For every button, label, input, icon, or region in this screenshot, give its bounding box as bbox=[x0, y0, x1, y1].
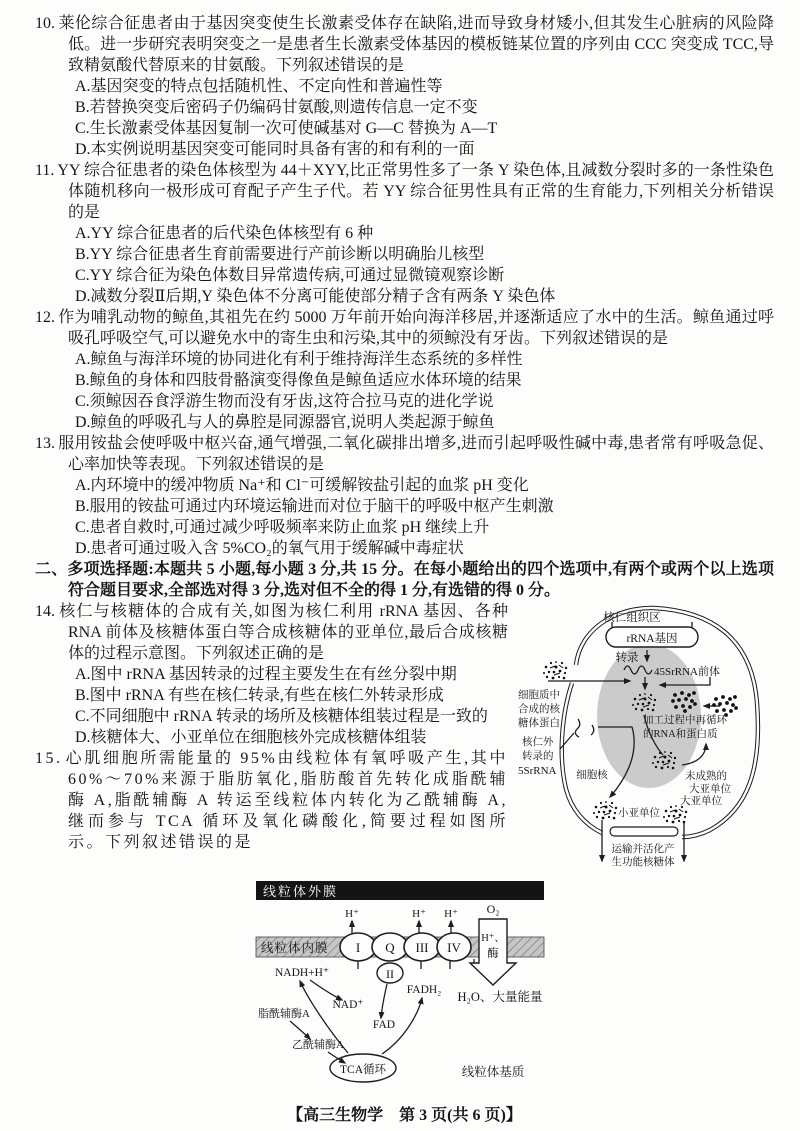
small-subunit-label: 小亚单位 bbox=[618, 808, 660, 819]
mitochondria-diagram-svg bbox=[250, 879, 550, 1089]
h-plus-label-2: H⁺ bbox=[412, 908, 426, 920]
q10-option-c: C.生长激素受体基因复制一次可使碱基对 G—C 替换为 A—T bbox=[75, 120, 498, 137]
q10-option-b: B.若替换突变后密码子仍编码甘氨酸,则遗传信息一定不变 bbox=[75, 99, 478, 116]
small-subunit-speckle bbox=[593, 801, 617, 819]
q12-option-c: C.须鲸因吞食浮游生物而没有牙齿,这符合拉马克的进化学说 bbox=[75, 393, 494, 410]
matrix-label: 线粒体基质 bbox=[461, 1065, 525, 1079]
question-13-stem bbox=[35, 433, 774, 475]
outer-membrane-label: 线粒体外膜 bbox=[263, 884, 339, 899]
outside-rna-label-2: 转录的 bbox=[522, 751, 554, 762]
o2-label: O₂ bbox=[486, 902, 500, 916]
question-12-number: 12. bbox=[35, 309, 55, 326]
tca-cycle-label: TCA循环 bbox=[340, 1064, 386, 1076]
recycle-label-2: 的RNA和蛋白质 bbox=[643, 729, 718, 740]
h-plus-label-1: H⁺ bbox=[345, 908, 359, 920]
q12-option-d: D.鲸鱼的呼吸孔与人的鼻腔是同源器官,说明人类起源于鲸鱼 bbox=[75, 414, 495, 431]
precursor-label: 45SrRNA前体 bbox=[654, 666, 721, 678]
q12-option-a: A.鲸鱼与海洋环境的协同进化有利于维持海洋生态系统的多样性 bbox=[75, 351, 523, 368]
question-11-number: 11. bbox=[35, 162, 55, 179]
question-12-stem-text: 作为哺乳动物的鲸鱼,其祖先在约 5000 万年前开始向海洋移居,并逐渐适应了水中的生活。鲸鱼通过呼吸孔呼吸空气,可以避免水中的寄生虫和污染,其中的须鲸没有牙齿。下列叙述错误的是 bbox=[58, 309, 774, 347]
question-13 bbox=[35, 433, 774, 559]
fadh2-label: FADH₂ bbox=[406, 984, 442, 996]
nuclear-pore-slit bbox=[610, 827, 678, 836]
question-12-stem bbox=[35, 307, 774, 349]
question-11 bbox=[35, 160, 774, 307]
q14-option-c: C.不同细胞中 rRNA 转录的场所及核糖体组装过程是一致的 bbox=[75, 708, 488, 725]
5s-rna-squiggle bbox=[575, 719, 593, 737]
nucleolar-organizer-label: 核仁组织区 bbox=[603, 612, 661, 624]
question-11-stem-text: YY 综合征患者的染色体核型为 44＋XYY,比正常男性多了一条 Y 染色体,且减数分裂时多的一条性染色体随机移向一极形成可育配子产生子代。若 YY 综合征男性具有正常的生育能力,下列相关分析错误的是 bbox=[57, 162, 774, 221]
question-14-number: 14. bbox=[35, 603, 55, 620]
q14-option-d: D.核糖体大、小亚单位在细胞核外完成核糖体组装 bbox=[75, 729, 427, 746]
h-plus-label-3: H⁺ bbox=[444, 908, 458, 920]
q13-option-b: B.服用的铵盐可通过内环境运输进而对位于脑干的呼吸中枢产生刺激 bbox=[75, 498, 554, 515]
water-energy-label: H₂O、大量能量 bbox=[457, 990, 543, 1004]
fad-label: FAD bbox=[372, 1019, 396, 1031]
cyto-protein-label-3: 糖体蛋白 bbox=[518, 718, 560, 729]
pump-arrow-label-2: 酶 bbox=[487, 948, 499, 960]
question-13-number: 13. bbox=[35, 435, 55, 452]
outside-rna-label-3: 5SrRNA bbox=[518, 765, 557, 777]
q11-option-a: A.YY 综合征患者的后代染色体核型有 6 种 bbox=[75, 225, 374, 242]
q10-option-d: D.本实例说明基因突变可能同时具备有害的和有利的一面 bbox=[75, 141, 475, 158]
question-10 bbox=[35, 13, 774, 160]
cyto-protein-label-1: 细胞质中 bbox=[518, 690, 560, 701]
acetyl-coa-label: 乙酰辅酶A bbox=[292, 1039, 344, 1051]
acyl-coa-label: 脂酰辅酶A bbox=[258, 1008, 310, 1020]
complex2-to-fad-arrow bbox=[381, 984, 387, 1018]
question-14-stem-text: 核仁与核糖体的合成有关,如图为核仁利用 rRNA 基因、各种 RNA 前体及核糖体蛋白等合成核糖体的亚单位,最后合成核糖体的过程示意图。下列叙述正确的是 bbox=[58, 603, 508, 662]
cyto-protein-label-2: 合成的核 bbox=[518, 704, 560, 715]
figure-mitochondria-diagram bbox=[250, 879, 550, 1095]
q11-option-d: D.减数分裂Ⅱ后期,Y 染色体不分离可能使部分精子含有两条 Y 染色体 bbox=[75, 288, 556, 305]
complex-4-label: IV bbox=[447, 940, 461, 955]
nad-label: NAD⁺ bbox=[332, 999, 364, 1011]
nadh-label: NADH+H⁺ bbox=[274, 967, 330, 979]
q13-option-d: D.患者可通过吸入含 5%CO₂的氧气用于缓解碱中毒症状 bbox=[75, 540, 464, 557]
q13-option-c: C.患者自救时,可通过减少呼吸频率来防止血浆 pH 继续上升 bbox=[75, 519, 490, 536]
q14-option-a: A.图中 rRNA 基因转录的过程主要发生在有丝分裂中期 bbox=[75, 666, 457, 683]
nucleus-label: 细胞核 bbox=[576, 770, 608, 781]
question-15-number: 15. bbox=[35, 750, 63, 767]
recycle-label-1: 加工过程中再循环 bbox=[643, 715, 727, 726]
complex-3-label: III bbox=[415, 940, 429, 955]
figure-ribosome-synthesis-diagram bbox=[514, 603, 774, 879]
large-subunit-speckle bbox=[663, 805, 687, 823]
q11-option-c: C.YY 综合征为染色体数目异常遗传病,可通过显微镜观察诊断 bbox=[75, 267, 505, 284]
q12-option-b: B.鲸鱼的身体和四肢骨骼演变得像鱼是鲸鱼适应水体环境的结果 bbox=[75, 372, 522, 389]
rrna-gene-label: rRNA基因 bbox=[626, 633, 678, 645]
transcription-label: 转录 bbox=[615, 652, 639, 664]
outside-rna-label-1: 核仁外 bbox=[522, 737, 554, 748]
pump-arrow-label-1: H⁺、 bbox=[481, 933, 505, 944]
inner-membrane-label: 线粒体内膜 bbox=[261, 941, 329, 955]
q10-option-a: A.基因突变的特点包括随机性、不定向性和普遍性等 bbox=[75, 78, 443, 95]
complex-2-label: II bbox=[386, 967, 394, 981]
question-15-stem-text: 心肌细胞所需能量的 95%由线粒体有氧呼吸产生,其中 60%～70%来源于脂肪氧化,脂肪酸首先转化成脂酰辅酶 A,脂酰辅酶 A 转运至线粒体内转化为乙酰辅酶 A,继而参与 TCA 循环及氧化磷酸化,简要过程如图所示。下列叙述错误的是 bbox=[65, 750, 508, 851]
electron-transport-complexes bbox=[340, 933, 474, 983]
page-footer: 【高三生物学 第 3 页(共 6 页)】 bbox=[287, 1107, 522, 1124]
q13-option-a: A.内环境中的缓冲物质 Na⁺和 Cl⁻可缓解铵盐引起的血浆 pH 变化 bbox=[75, 477, 529, 494]
q11-option-b: B.YY 综合征患者生育前需要进行产前诊断以明确胎儿核型 bbox=[75, 246, 485, 263]
cyto-protein-speckle bbox=[543, 661, 567, 679]
nadh-to-nad-arrow bbox=[310, 980, 342, 1000]
question-10-number: 10. bbox=[35, 15, 55, 32]
immature-label-1: 未成熟的 bbox=[685, 771, 727, 782]
large-subunit-label: 大亚单位 bbox=[680, 796, 722, 807]
question-14-15-block bbox=[35, 601, 774, 868]
export-label-2: 生功能核糖体 bbox=[611, 857, 675, 868]
immature-label-2: 大亚单位 bbox=[689, 784, 731, 795]
complex-1-label: I bbox=[355, 940, 361, 955]
export-label-1: 运输并活化产 bbox=[611, 844, 675, 855]
coenzyme-q-label: Q bbox=[385, 940, 395, 955]
section-2-heading: 二、多项选择题:本题共 5 小题,每小题 3 分,共 15 分。在每小题给出的四个选项中,有两个或两个以上选项符合题目要求,全部选对得 3 分,选对但不全的得 1 分,有选错的得 0 分。 bbox=[35, 561, 774, 599]
question-10-stem bbox=[35, 13, 774, 76]
question-10-stem-text: 莱伦综合征患者由于基因突变使生长激素受体存在缺陷,进而导致身材矮小,但其发生心脏病的风险降低。进一步研究表明突变之一是患者生长激素受体基因的模板链某位置的序列由 CCC 突变成 TCC,导致精氨酸代替原来的甘氨酸。下列叙述错误的是 bbox=[58, 15, 774, 74]
ribosome-diagram-svg bbox=[514, 603, 772, 873]
acyl-to-acetyl-arrow bbox=[290, 1021, 310, 1039]
question-13-stem-text: 服用铵盐会使呼吸中枢兴奋,通气增强,二氧化碳排出增多,进而引起呼吸性碱中毒,患者常有呼吸急促、心率加快等表现。下列叙述错误的是 bbox=[58, 435, 774, 473]
q14-option-b: B.图中 rRNA 有些在核仁转录,有些在核仁外转录形成 bbox=[75, 687, 444, 704]
question-11-stem bbox=[35, 160, 774, 223]
question-12 bbox=[35, 307, 774, 433]
